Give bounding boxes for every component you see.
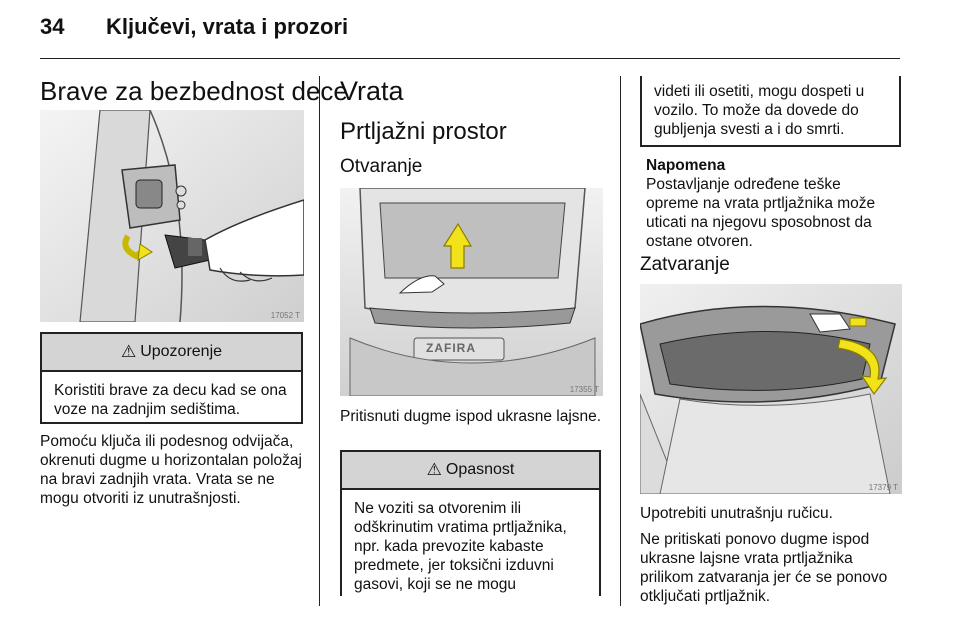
subsection-closing: Zatvaranje — [640, 254, 730, 275]
danger-text: Ne voziti sa otvorenim ili odškrinutim vratima prtljažnika, npr. kada prevozite kabaste predmete, jer toksični izduvni gasovi, koji se ne mogu — [354, 500, 567, 593]
opening-paragraph: Pritisnuti dugme ispod ukrasne lajsne. — [340, 408, 602, 425]
column-divider-1 — [319, 76, 320, 606]
closing-paragraph-2: Ne pritiskati ponovo dugme ispod ukrasne lajsne vrata prtljažnika prilikom zatvaranja jer će se ponovo otključati prtljažnik. — [640, 531, 888, 605]
warning-box — [40, 332, 303, 424]
figure-number: 17379 T — [868, 483, 898, 492]
page-number: 34 — [40, 14, 65, 39]
danger-text-continued: videti ili osetiti, mogu dospeti u vozilo. To može da dovede do gubljenja svesti a i do smrti. — [654, 83, 865, 138]
header-rule — [40, 58, 900, 59]
subheading-trunk: Prtljažni prostor — [340, 118, 507, 145]
section-heading-child-locks: Brave za bezbednost dece — [40, 76, 348, 106]
figure-number: 17355 T — [569, 385, 599, 394]
section-heading-doors: Vrata — [340, 76, 404, 106]
note-label: Napomena — [646, 157, 726, 174]
note-text: Postavljanje određene teške opreme na vrata prtljažnika može uticati na njegovu sposobnost da ostane otvoren. — [646, 176, 876, 250]
figure-number: 17052 T — [270, 311, 300, 320]
figure-trunk-closing — [640, 284, 902, 494]
warning-box-header — [42, 334, 301, 372]
danger-box-continued — [640, 76, 901, 147]
danger-box — [340, 450, 601, 596]
danger-box-header — [342, 452, 599, 490]
warning-triangle-icon: ⚠ — [426, 460, 442, 479]
figure-child-lock — [40, 110, 304, 322]
vehicle-badge: ZAFIRA — [426, 341, 476, 355]
warning-triangle-icon: ⚠ — [120, 342, 137, 361]
child-lock-paragraph: Pomoću ključa ili podesnog odvijača, okrenuti dugme u horizontalan položaj na bravi zadnjih vrata. Vrata se ne mogu otvoriti iz unutrašnjosti. — [40, 433, 302, 507]
column-divider-2 — [620, 76, 621, 606]
figure-trunk-opening — [340, 188, 603, 396]
warning-title: Upozorenje — [140, 343, 223, 360]
danger-title: Opasnost — [445, 461, 515, 478]
warning-text: Koristiti brave za decu kad se ona voze na zadnjim sedištima. — [54, 382, 287, 418]
chapter-title: Ključevi, vrata i prozori — [106, 14, 349, 39]
note — [646, 156, 896, 251]
subsection-opening: Otvaranje — [340, 156, 423, 177]
closing-paragraph-1: Upotrebiti unutrašnju ručicu. — [640, 505, 833, 522]
